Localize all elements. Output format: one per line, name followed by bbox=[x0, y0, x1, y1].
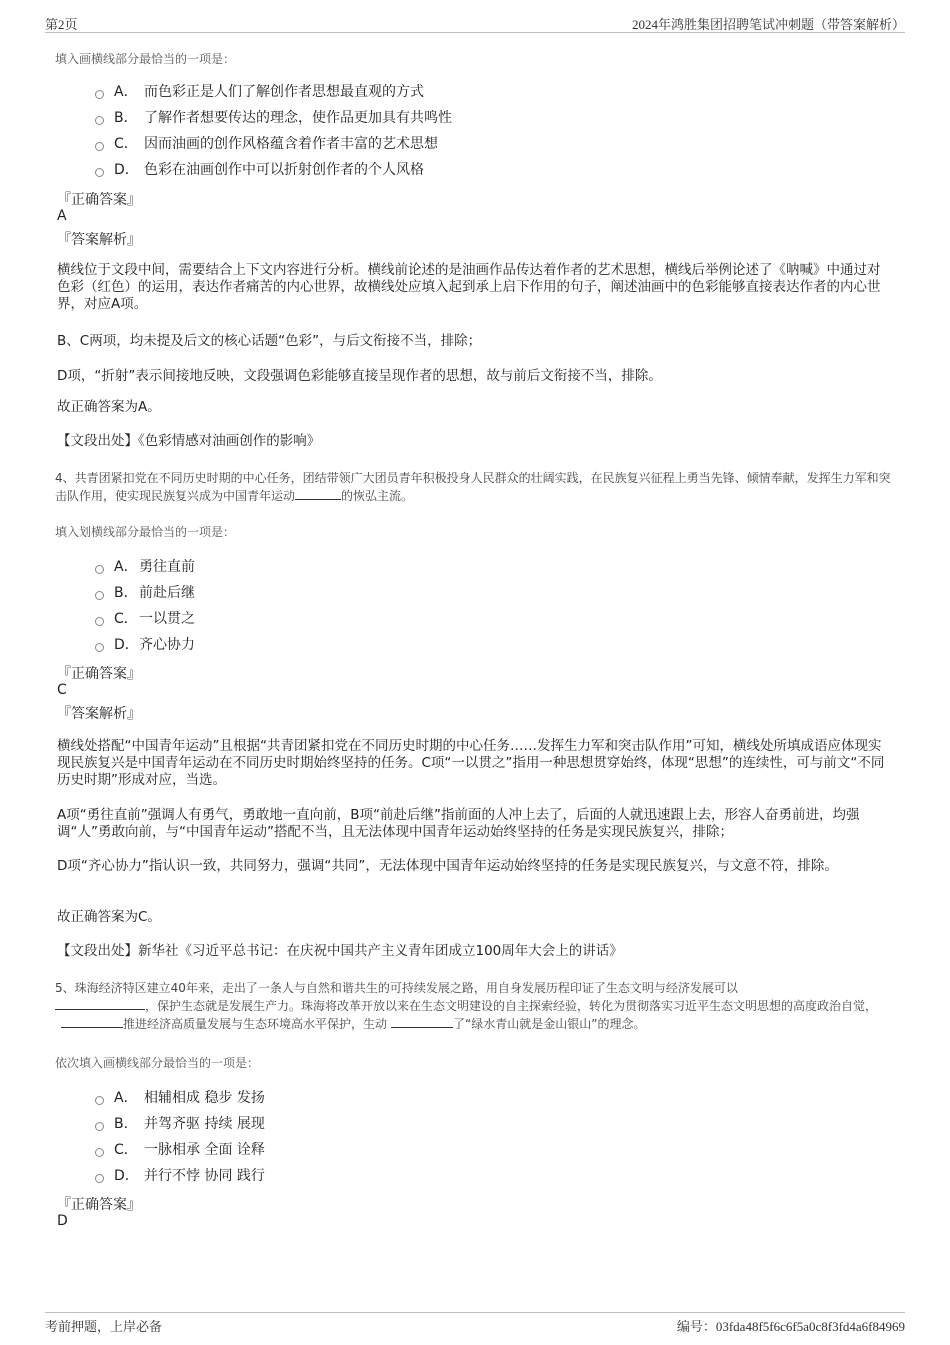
q4-answer: C bbox=[57, 682, 67, 698]
radio-icon[interactable] bbox=[95, 1096, 104, 1105]
q5-blank-2 bbox=[61, 1015, 123, 1028]
document-title: 2024年鸿胜集团招聘笔试冲刺题（带答案解析） bbox=[631, 17, 905, 32]
q4-option-d[interactable]: D． 齐心协力 bbox=[95, 631, 195, 657]
footer-slogan: 考前押题，上岸必备 bbox=[45, 1319, 163, 1334]
q4-option-a[interactable]: A． 勇往直前 bbox=[95, 553, 195, 579]
radio-icon[interactable] bbox=[95, 591, 104, 600]
q5-question: 5、珠海经济特区建立40年来，走出了一条人与自然和谐共生的可持续发展之路，用自身发展历程印证了生态文明与经济发展可以 ，保护生态就是发展生产力。珠海将改革开放以来在生态文明建设的自主探索经验，转化为贯彻落实习近平生态文明思想的高度政治自觉，推进经济高质量发展与生态环境高水平保护，生动 了“绿水青山就是金山银山”的理念。 bbox=[55, 981, 878, 1031]
q3-analysis-label: 『答案解析』 bbox=[57, 232, 141, 248]
q3-option-c[interactable]: C． 因而油画的创作风格蕴含着作者丰富的艺术思想 bbox=[95, 130, 452, 156]
q3-option-a[interactable]: A． 而色彩正是人们了解创作者思想最直观的方式 bbox=[95, 78, 452, 104]
q4-analysis-p3: D项“齐心协力”指认识一致，共同努力，强调“共同”，无法体现中国青年运动始终坚持的任务是实现民族复兴，与文意不符，排除。 bbox=[57, 858, 838, 874]
radio-icon[interactable] bbox=[95, 142, 104, 151]
q4-analysis-p2: A项“勇往直前”强调人有勇气，勇敢地一直向前，B项“前赴后继”指前面的人冲上去了，后面的人就迅速跟上去，形容人奋勇前进，均强调“人”勇敢向前，与“中国青年运动”搭配不当，且无法体现中国青年运动始终坚持的任务是实现民族复兴，排除； bbox=[57, 807, 860, 840]
q3-prompt: 填入画横线部分最恰当的一项是： bbox=[55, 52, 236, 66]
q5-blank-3 bbox=[391, 1015, 453, 1028]
q4-options bbox=[95, 553, 195, 657]
q3-analysis-p4: 故正确答案为A。 bbox=[57, 399, 161, 415]
document-id: 编号：03fda48f5f6c6f5a0c8f3fd4a6f84969 bbox=[676, 1319, 905, 1334]
radio-icon[interactable] bbox=[95, 1122, 104, 1131]
q3-source: 【文段出处】《色彩情感对油画创作的影响》 bbox=[57, 433, 321, 449]
q5-option-a[interactable]: A． 相辅相成 稳步 发扬 bbox=[95, 1084, 265, 1110]
q5-prompt: 依次填入画横线部分最恰当的一项是： bbox=[55, 1056, 260, 1070]
radio-icon[interactable] bbox=[95, 116, 104, 125]
q4-analysis-p1: 横线处搭配“中国青年运动”且根据“共青团紧扣党在不同历史时期的中心任务……发挥生力军和突击队作用”可知，横线处所填成语应体现实现民族复兴是中国青年运动在不同历史时期始终坚持的任务。C项“一以贯之”指用一种思想贯穿始终，体现“思想”的连续性，可与前文“不同历史时期”形成对应，当选。 bbox=[57, 738, 885, 788]
page-footer bbox=[45, 1312, 905, 1337]
q4-source: 【文段出处】新华社《习近平总书记：在庆祝中国共产主义青年团成立100周年大会上的讲话》 bbox=[57, 943, 623, 959]
q4-option-c[interactable]: C． 一以贯之 bbox=[95, 605, 195, 631]
q3-option-d[interactable]: D． 色彩在油画创作中可以折射创作者的个人风格 bbox=[95, 156, 452, 182]
radio-icon[interactable] bbox=[95, 168, 104, 177]
q4-blank bbox=[295, 487, 341, 500]
q3-analysis-p2: B、C两项，均未提及后文的核心话题“色彩”，与后文衔接不当，排除； bbox=[57, 333, 482, 349]
q3-answer-label: 『正确答案』 bbox=[57, 192, 141, 208]
page-header bbox=[45, 12, 905, 33]
q5-answer-label: 『正确答案』 bbox=[57, 1197, 141, 1213]
q5-blank-1 bbox=[55, 997, 145, 1010]
q4-question: 4、共青团紧扣党在不同历史时期的中心任务，团结带领广大团员青年积极投身人民群众的壮阔实践，在民族复兴征程上勇当先锋、倾情奉献，发挥生力军和突击队作用，使实现民族复兴成为中国青年运动 的恢弘主流。 bbox=[55, 471, 891, 503]
q5-option-d[interactable]: D． 并行不悖 协同 践行 bbox=[95, 1162, 265, 1188]
q4-analysis-label: 『答案解析』 bbox=[57, 706, 141, 722]
q4-analysis-p4: 故正确答案为C。 bbox=[57, 909, 161, 925]
q4-option-b[interactable]: B． 前赴后继 bbox=[95, 579, 195, 605]
q3-answer: A bbox=[57, 208, 67, 224]
radio-icon[interactable] bbox=[95, 617, 104, 626]
q5-option-c[interactable]: C． 一脉相承 全面 诠释 bbox=[95, 1136, 265, 1162]
q4-prompt: 填入划横线部分最恰当的一项是： bbox=[55, 525, 236, 539]
page-number: 第2页 bbox=[45, 17, 78, 32]
radio-icon[interactable] bbox=[95, 1148, 104, 1157]
q5-option-b[interactable]: B． 并驾齐驱 持续 展现 bbox=[95, 1110, 265, 1136]
q3-option-b[interactable]: B． 了解作者想要传达的理念，使作品更加具有共鸣性 bbox=[95, 104, 452, 130]
q3-analysis-p1: 横线位于文段中间，需要结合上下文内容进行分析。横线前论述的是油画作品传达着作者的艺术思想，横线后举例论述了《呐喊》中通过对色彩（红色）的运用，表达作者痛苦的内心世界，故横线处应填入起到承上启下作用的句子，阐述油画中的色彩能够直接表达作者的内心世界，对应A项。 bbox=[57, 262, 881, 312]
q4-answer-label: 『正确答案』 bbox=[57, 666, 141, 682]
q3-options bbox=[95, 78, 452, 182]
q5-answer: D bbox=[57, 1213, 68, 1229]
radio-icon[interactable] bbox=[95, 643, 104, 652]
radio-icon[interactable] bbox=[95, 90, 104, 99]
q5-options bbox=[95, 1084, 265, 1188]
q3-analysis-p3: D项，“折射”表示间接地反映，文段强调色彩能够直接呈现作者的思想，故与前后文衔接不当，排除。 bbox=[57, 368, 662, 384]
radio-icon[interactable] bbox=[95, 1174, 104, 1183]
radio-icon[interactable] bbox=[95, 565, 104, 574]
